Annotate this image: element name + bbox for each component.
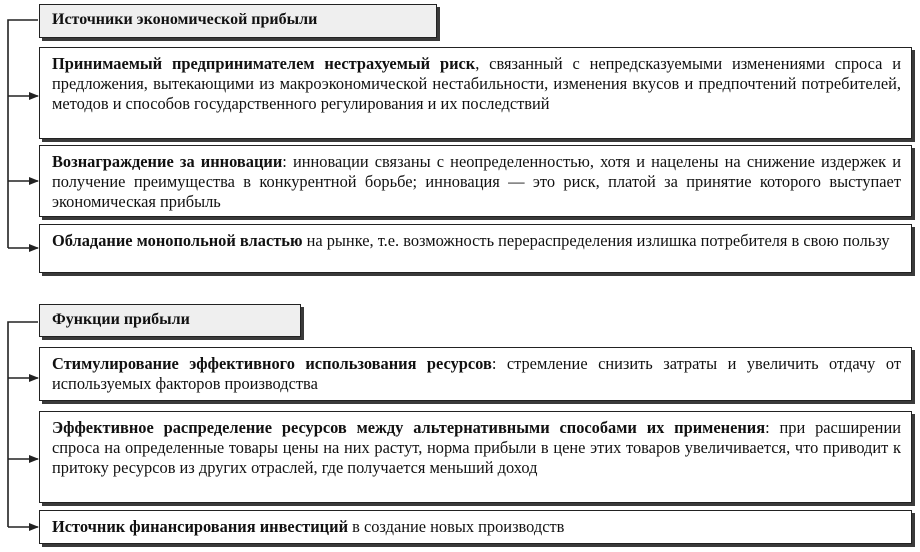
function-text-stimulation: : стремление снизить затраты и увеличить отдачу от используемых факторов производства <box>52 354 901 393</box>
source-term-monopoly: Обладание монопольной властью <box>52 231 303 250</box>
function-item-investment <box>39 510 912 544</box>
function-text-allocation: : при расширении спроса на определенные товары цены на них растут, норма прибыли в цене этих товаров увеличивается, что приводит к притоку ресурсов из других отраслей, где получается меньший доход <box>52 418 901 477</box>
source-text-innovation: : инновации связаны с неопределенностью, хотя и нацелены на снижение издержек и получение преимущества в конкурентной борьбе; инновация — это риск, платой за принятие которого выступает экономическая прибыль <box>52 152 902 211</box>
source-item-monopoly <box>39 224 912 273</box>
function-item-allocation <box>39 411 912 503</box>
section-title-functions <box>39 304 301 337</box>
section-title-sources <box>39 4 437 38</box>
function-term-investment: Источник финансирования инвестиций <box>52 517 349 536</box>
source-item-innovation <box>39 145 912 217</box>
source-text-risk: , связанный с непредсказуемыми изменениями спроса и предложения, вытекающими из макроэкономической нестабильности, изменения вкусов и предпочтений потребителей, методов и способов государственного регулирования и их последствий <box>52 54 901 113</box>
section-title-functions-text: Функции прибыли <box>52 311 190 328</box>
source-term-innovation: Вознаграждение за инновации <box>52 152 283 171</box>
function-item-stimulation <box>39 347 912 401</box>
source-text-monopoly: на рынке, т.е. возможность перераспределения излишка потребителя в свою пользу <box>302 231 890 250</box>
connector-trunk-sources <box>8 20 38 248</box>
source-term-risk: Принимаемый предпринимателем нестрахуемый риск <box>52 54 476 73</box>
function-term-stimulation: Стимулирование эффективного использования ресурсов <box>52 354 492 373</box>
source-item-risk <box>39 47 912 139</box>
function-text-investment: в создание новых производств <box>348 517 565 536</box>
section-title-sources-text: Источники экономической прибыли <box>52 11 318 28</box>
function-term-allocation: Эффективное распределение ресурсов между альтернативными способами их применения <box>52 418 766 437</box>
connector-trunk-functions <box>8 322 38 527</box>
